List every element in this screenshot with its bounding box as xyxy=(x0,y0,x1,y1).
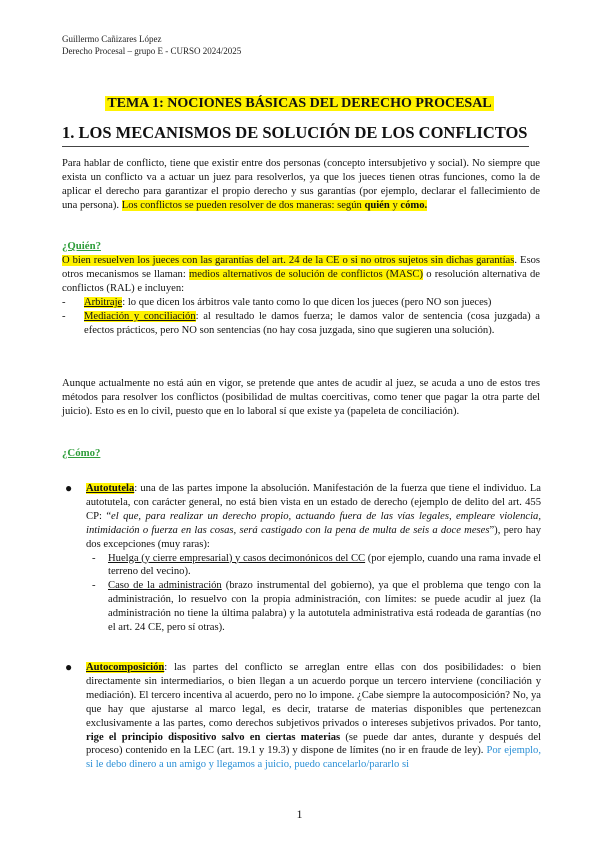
intro-como: cómo. xyxy=(400,199,428,211)
autocomposicion-label: Autocomposición xyxy=(86,662,165,673)
autotutela-label: Autotutela xyxy=(86,483,135,494)
quien-highlight-1: O bien resuelven los jueces con las garantías del art. 24 de la CE o si no otros sujetos sin dichas garantías xyxy=(62,255,515,266)
list-item xyxy=(86,552,541,580)
bullet-icon: ● xyxy=(65,660,73,674)
intro-text: Para hablar de conflicto, tiene que existir entre dos personas (concepto intersubjetivo y social). No siempre que exista un conflicto va a actuar un juez para resolverlos, ya que los jueces tienen otras funciones, como la de aplicar el derecho para garantizar el propio derecho y sus garantías (por ejemplo, declarar el fallecimiento de una persona). xyxy=(62,158,540,211)
autotutela-sublist xyxy=(86,552,541,635)
intro-highlight-text: Los conflictos se pueden resolver de dos maneras: según xyxy=(121,199,362,211)
mediacion-label: Mediación y conciliación xyxy=(84,310,196,322)
quien-text-1: . Esos otros mecanismos se llaman: xyxy=(62,255,540,280)
arbitraje-text: : lo que dicen los árbitros vale tanto como lo que dicen los jueces (pero NO son jueces) xyxy=(122,296,492,308)
page-number: 1 xyxy=(296,807,303,821)
header-course: Derecho Procesal – grupo E - CURSO 2024/2025 xyxy=(62,45,242,56)
document-title-text: TEMA 1: NOCIONES BÁSICAS DEL DERECHO PROCESAL xyxy=(107,96,492,111)
autotutela-text-2: ”), pero hay dos excepciones (muy raras): xyxy=(86,524,542,550)
autotutela-quote: el que, para realizar un derecho propio, actuando fuera de las vías legales, empleare violencia, intimidación o fuerza en las cosas, será castigado con la pena de multa de seis a doce meses xyxy=(86,510,541,536)
note-paragraph: Aunque actualmente no está aún en vigor, se pretende que antes de acudir al juez, se acuda a uno de estos tres métodos para resolver los conflictos (posibilidad de multas coercitivas, como tener que pagar la otra parte del juicio). Esto es en lo civil, puesto que en lo laboral sí que existe ya (papeleta de conciliación). xyxy=(62,378,540,417)
quien-text-2: o resolución alternativa de conflictos (RAL) e incluyen: xyxy=(62,268,540,294)
autocomposicion-text-1: : las partes del conflicto se arreglan entre ellas con dos posibilidades: o bien directamente sin intermediarios, o bien llegan a un acuerdo porque un tercero interviene (conciliación y mediación). El tercero incentiva al acuerdo, pero no lo impone. ¿Cabe siempre la autocomposición? No, ya que hay que ajustarse al marco legal, es decir, tratarse de materias disponibles que pertenezcan exclusivamente a las partes, como derechos subjetivos privados o intereses subjetivos privados. Por tanto, xyxy=(86,662,541,729)
administracion-text: (brazo instrumental del gobierno), ya que el problema que tengo con la administración, lo resuelvo con la propia administración, con límites: se puede acudir al juez (la administración no tiene la última palabra) y la autotutela administrativa está rodeada de garantías (no el art. 24 CE, pero sí otras). xyxy=(108,580,541,634)
autotutela-item xyxy=(65,481,542,635)
intro-highlight xyxy=(122,200,427,211)
huelga-label: Huelga (y cierre empresarial) y casos decimonónicos del CC xyxy=(108,552,366,564)
header-author: Guillermo Cañizares López xyxy=(62,34,162,44)
list-item xyxy=(62,296,540,310)
como-heading-text: ¿Cómo? xyxy=(62,447,101,459)
quien-heading xyxy=(62,240,540,254)
quien-highlight-2: medios alternativos de solución de conflictos (MASC) xyxy=(189,268,424,280)
autocomposicion-text-2: (se puede dar antes, durante y después del proceso) contenido en la LEC (art. 19.1 y 19.3) y dispone de límites (no ir en fraude de ley). xyxy=(86,731,541,757)
intro-quien: quién xyxy=(364,199,390,211)
quien-paragraph xyxy=(62,254,540,337)
intro-paragraph xyxy=(62,157,540,213)
huelga-text: (por ejemplo, cuando una rama invade el terreno del vecino). xyxy=(108,552,542,578)
mediacion-text: : al resultado le damos fuerza; le damos valor de sentencia (cosa juzgada) a efectos prácticos, pero NO son sentencias (no hay cosa juzgada, sino que sugieren una solución). xyxy=(84,310,540,336)
list-item xyxy=(62,310,540,338)
administracion-label: Caso de la administración xyxy=(108,580,222,592)
list-item xyxy=(86,579,541,635)
document-title xyxy=(0,96,599,112)
autocomposicion-item xyxy=(65,660,541,772)
quien-heading-text: ¿Quién? xyxy=(62,240,101,252)
bullet-icon: ● xyxy=(65,481,73,495)
arbitraje-label: Arbitraje xyxy=(84,296,123,308)
como-heading xyxy=(62,447,540,461)
autocomposicion-example: Por ejemplo, si le debo dinero a un amigo y llegamos a juicio, puedo cancelarlo/pararlo si xyxy=(86,745,541,771)
autotutela-text-1: : una de las partes impone la absolución. Manifestación de la fuerza que tiene el individuo. La autotutela, con carácter general, no está bien vista en un estado de derecho (ejemplo de delito del art. 455 CP: “ xyxy=(86,483,541,522)
section-heading: 1. LOS MECANISMOS DE SOLUCIÓN DE LOS CONFLICTOS xyxy=(62,123,528,142)
page-header xyxy=(62,34,241,57)
intro-y: y xyxy=(392,199,398,211)
quien-list xyxy=(62,296,540,338)
autocomposicion-bold: rige el principio dispositivo salvo en ciertas materias xyxy=(86,731,341,743)
